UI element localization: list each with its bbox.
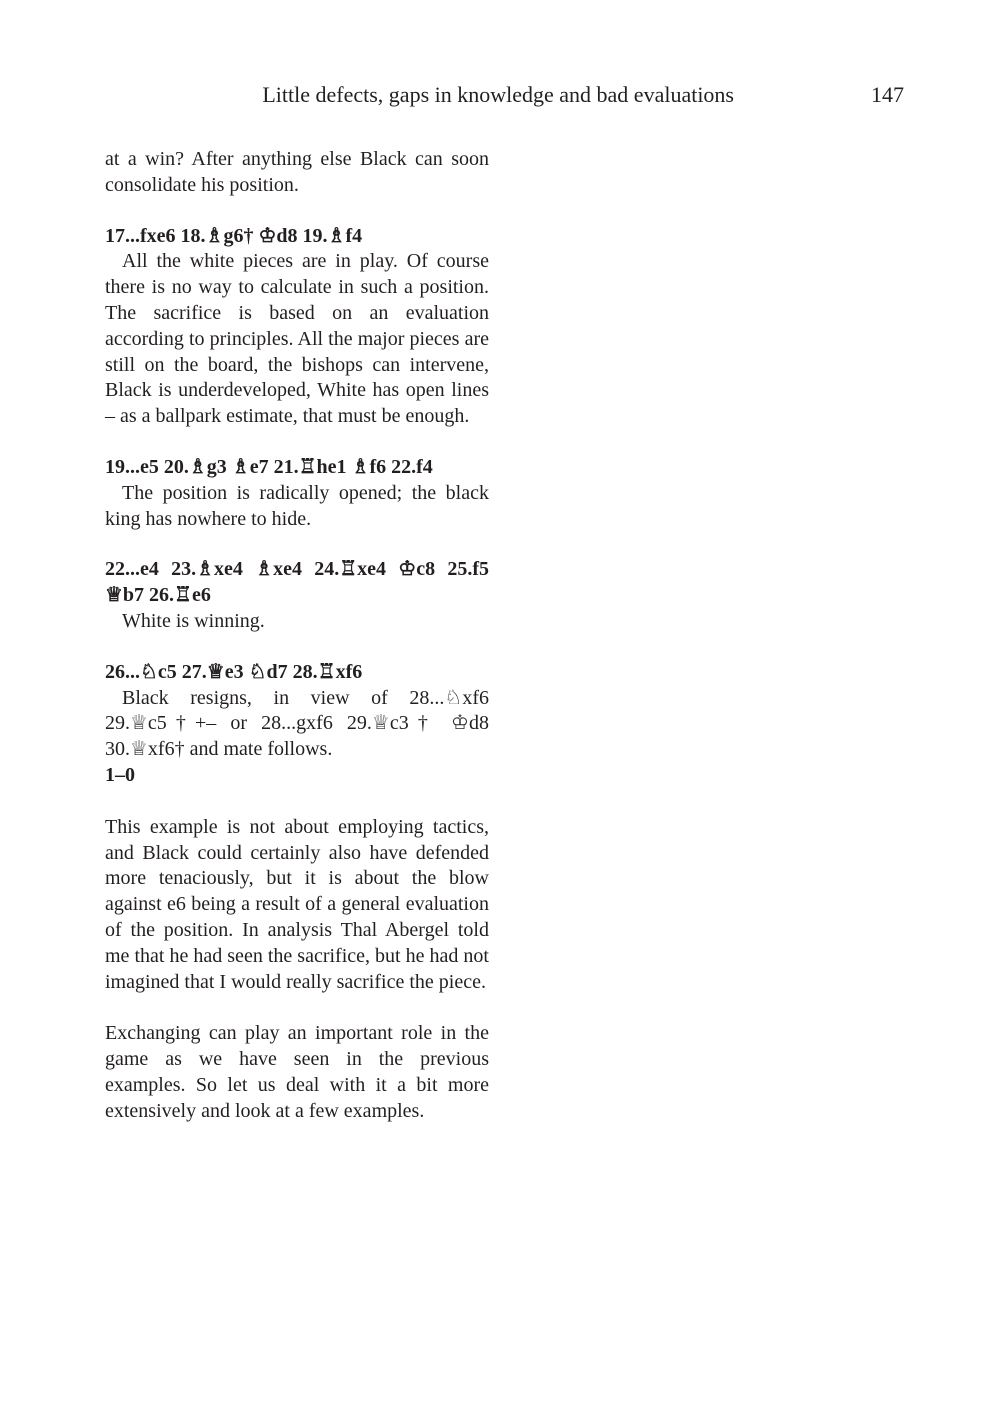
commentary-26 [105,686,489,763]
intro-paragraph: at a win? After anything else Black can soon consolidate his position. [105,148,489,196]
move-heading-22: 22...e4 23.♗xe4 ♗xe4 24.♖xe4 ♔c8 25.f5 ♕b7 26.♖e6 [105,558,489,607]
running-header [0,80,1000,110]
move-heading-17: 17...fxe6 18.♗g6† ♔d8 19.♗f4 [105,224,363,247]
commentary-17: All the white pieces are in play. Of course there is no way to calculate in such a position. The sacrifice is based on an evaluation according to principles. All the major pieces are still on the board, the bishops can intervene, Black is underdeveloped, White has open lines – as a ballpark estimate, that must be enough. [105,250,489,428]
running-title: Little defects, gaps in knowledge and bad evaluations [262,82,734,107]
summary-paragraph: This example is not about employing tactics, and Black could certainly also have defended more tenaciously, but it is about the blow against e6 being a result of a general evaluation of the position. In analysis Thal Abergel told me that he had seen the sacrifice, but he had not imagined that I would really sacrifice the piece. [105,815,489,993]
text-column [105,147,489,1125]
page-number: 147 [871,82,904,107]
commentary-26-line-3: 30.♕xf6† and mate follows. [105,738,333,761]
game-result: 1–0 [105,763,135,786]
commentary-26-line-2: 29.♕c5†+– or 28...gxf6 29.♕c3† ♔d8 [105,712,489,735]
commentary-19: The position is radically opened; the black king has nowhere to hide. [105,481,489,530]
commentary-22: White is winning. [122,609,265,632]
move-heading-19: 19...e5 20.♗g3 ♗e7 21.♖he1 ♗f6 22.f4 [105,455,433,478]
move-heading-26: 26...♘c5 27.♕e3 ♘d7 28.♖xf6 [105,660,363,683]
commentary-26-line-1: Black resigns, in view of 28...♘xf6 [122,686,489,709]
transition-paragraph: Exchanging can play an important role in the game as we have seen in the previous examples. So let us deal with it a bit more extensively and look at a few examples. [105,1022,489,1122]
